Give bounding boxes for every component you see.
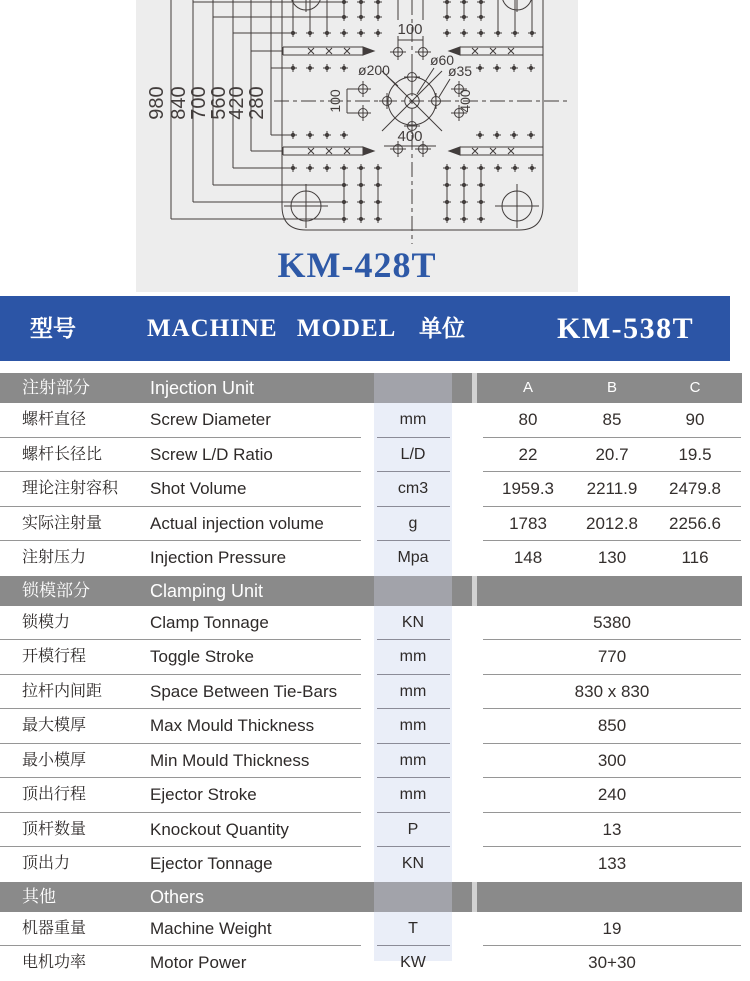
dim-label-100-left: 100: [327, 89, 343, 113]
bolt-dot: [342, 200, 346, 204]
dim-label-400-right: 400: [457, 89, 473, 113]
row-value: 13: [602, 819, 622, 839]
spec-row: [0, 847, 750, 882]
t-slot-arrow: [363, 147, 374, 155]
bar-gap-slot: [472, 576, 477, 606]
bolt-dot: [376, 166, 380, 170]
bolt-dot: [308, 133, 312, 137]
bolt-dot: [308, 166, 312, 170]
spec-row: [0, 438, 750, 473]
row-label-en: Ejector Stroke: [150, 785, 257, 804]
bolt-dot: [479, 200, 483, 204]
row-value: 116: [681, 548, 709, 567]
row-unit: g: [408, 514, 418, 532]
model-value: KM-538T: [557, 312, 695, 345]
unit-label-cn: 单位: [419, 316, 465, 341]
row-unit: mm: [399, 648, 427, 665]
t-slot-hatch: [508, 48, 514, 54]
bolt-dot: [462, 217, 466, 221]
row-label-cn: 顶杆数量: [22, 820, 87, 838]
row-unit: KN: [401, 855, 425, 872]
machine-model-label: MACHINE MODEL: [147, 315, 397, 342]
row-label-cn: 电机功率: [22, 954, 87, 971]
spec-row: [0, 507, 750, 542]
platen-drawing-panel: [136, 0, 578, 292]
section-title-cn: 锁模部分: [22, 580, 90, 600]
bolt-dot: [342, 31, 346, 35]
bolt-dot: [445, 166, 449, 170]
bolt-dot: [342, 217, 346, 221]
row-value: 2256.6: [669, 513, 721, 533]
bolt-dot: [529, 133, 533, 137]
t-slot-arrow: [449, 147, 460, 155]
spec-row: [0, 541, 750, 576]
section-title-en: Clamping Unit: [150, 580, 264, 601]
row-value: 5380: [593, 612, 631, 632]
t-slot-hatch: [326, 148, 332, 154]
bolt-dot: [462, 31, 466, 35]
row-label-cn: 开模行程: [22, 648, 87, 665]
bolt-dot: [478, 133, 482, 137]
row-label-en: Screw L/D Ratio: [150, 444, 273, 464]
bolt-dot: [325, 133, 329, 137]
row-label-en: Knockout Quantity: [150, 819, 289, 839]
drawing-model-title: KM-428T: [277, 245, 437, 285]
bar-unit-strip: [374, 373, 452, 403]
section-bar: [0, 373, 742, 403]
bar-gap-slot: [472, 882, 477, 912]
row-unit: T: [408, 919, 418, 937]
bolt-dot: [445, 0, 449, 4]
bolt-dot: [496, 166, 500, 170]
t-slot-hatch: [326, 48, 332, 54]
dimension-value-label: 420: [226, 86, 248, 120]
section-title-cn: 注射部分: [22, 378, 90, 397]
t-slot-hatch: [490, 148, 496, 154]
row-unit: mm: [399, 682, 427, 700]
bolt-dot: [462, 166, 466, 170]
row-value: 240: [597, 785, 627, 804]
bolt-dot: [359, 31, 363, 35]
bolt-dot: [359, 200, 363, 204]
bolt-dot: [291, 133, 295, 137]
dia-35-label: ø35: [447, 63, 473, 79]
t-slot-arrow: [363, 47, 374, 55]
bolt-dot: [325, 66, 329, 70]
spec-row: [0, 640, 750, 675]
bar-unit-strip: [374, 576, 452, 606]
row-label-en: Shot Volume: [150, 479, 247, 498]
spec-row: [0, 744, 750, 779]
bolt-dot: [479, 166, 483, 170]
row-label-cn: 最大模厚: [22, 717, 87, 734]
t-slot-hatch: [472, 148, 478, 154]
row-value: 2479.8: [669, 479, 721, 498]
bolt-dot: [512, 133, 516, 137]
bolt-dot: [462, 183, 466, 187]
bolt-dot: [479, 0, 483, 4]
row-unit: mm: [399, 717, 427, 734]
bolt-dot: [478, 66, 482, 70]
section-bar: [0, 576, 742, 606]
bolt-dot: [291, 66, 295, 70]
bolt-dot: [529, 66, 533, 70]
bolt-dot: [445, 183, 449, 187]
row-value: 85: [602, 410, 622, 429]
section-title-en: Others: [150, 886, 205, 907]
value-column-header: C: [689, 379, 701, 396]
row-label-en: Space Between Tie-Bars: [150, 681, 338, 701]
row-label-cn: 顶出力: [22, 855, 71, 872]
bolt-dot: [376, 217, 380, 221]
bolt-dot: [376, 31, 380, 35]
bolt-dot: [496, 31, 500, 35]
row-value: 133: [597, 854, 627, 873]
bolt-dot: [359, 166, 363, 170]
spec-row: [0, 606, 750, 641]
row-unit: mm: [399, 751, 427, 769]
bolt-dot: [445, 200, 449, 204]
row-label-en: Min Mould Thickness: [150, 750, 310, 770]
small-hole-cross: [355, 105, 371, 121]
row-label-en: Toggle Stroke: [150, 647, 254, 666]
value-column-header: B: [606, 379, 617, 396]
t-slot: [283, 147, 363, 155]
bolt-dot: [359, 15, 363, 19]
bolt-dot: [495, 133, 499, 137]
small-hole-cross: [390, 44, 406, 60]
row-value: 2211.9: [586, 479, 638, 498]
spec-row: [0, 946, 750, 981]
spec-row: [0, 778, 750, 813]
bolt-dot: [308, 31, 312, 35]
value-column-header: A: [522, 379, 533, 396]
row-value: 300: [597, 750, 627, 770]
bolt-dot: [479, 15, 483, 19]
row-unit: Mpa: [397, 549, 429, 566]
row-label-cn: 最小模厚: [22, 751, 87, 769]
small-hole-cross: [415, 44, 431, 60]
spec-row: [0, 675, 750, 710]
row-value: 22: [518, 444, 538, 464]
dim-label-400-bottom: 400: [397, 128, 423, 145]
row-value: 30+30: [588, 953, 636, 972]
bolt-dot: [530, 31, 534, 35]
model-header-bar: [0, 296, 730, 361]
row-unit: mm: [399, 786, 427, 803]
bolt-dot: [342, 66, 346, 70]
small-hole-cross: [355, 81, 371, 97]
t-slot-hatch: [508, 148, 514, 154]
bolt-dot: [462, 200, 466, 204]
dia-200-label: ø200: [358, 62, 390, 78]
bolt-dot: [376, 15, 380, 19]
bolt-dot: [445, 31, 449, 35]
row-value: 20.7: [595, 444, 629, 464]
dimension-value-label: 980: [146, 86, 168, 120]
dimension-value-label: 560: [208, 86, 230, 120]
bolt-dot: [445, 217, 449, 221]
t-slot-hatch: [344, 148, 350, 154]
row-label-cn: 螺杆直径: [22, 411, 87, 428]
row-value: 19.5: [678, 444, 712, 464]
row-value: 148: [513, 548, 543, 567]
bolt-dot: [342, 166, 346, 170]
dimension-value-label: 700: [188, 86, 210, 120]
row-label-cn: 拉杆内间距: [22, 682, 103, 700]
bolt-dot: [342, 183, 346, 187]
row-value: 2012.8: [586, 513, 638, 533]
t-slot-hatch: [490, 48, 496, 54]
row-label-en: Ejector Tonnage: [150, 854, 273, 873]
row-value: 1959.3: [502, 479, 554, 498]
bolt-dot: [325, 166, 329, 170]
bolt-dot: [342, 0, 346, 4]
bolt-dot: [462, 15, 466, 19]
row-unit: mm: [399, 411, 427, 428]
bolt-dot: [513, 31, 517, 35]
bolt-dot: [359, 0, 363, 4]
row-unit: KW: [400, 954, 426, 971]
bolt-dot: [342, 15, 346, 19]
t-slot-hatch: [308, 148, 314, 154]
type-label-cn: 型号: [30, 316, 76, 341]
bolt-dot: [376, 183, 380, 187]
row-value: 90: [685, 410, 705, 429]
bolt-dot: [376, 200, 380, 204]
row-label-cn: 注射压力: [22, 549, 87, 566]
row-label-en: Machine Weight: [150, 918, 272, 938]
row-value: 19: [602, 918, 622, 938]
row-label-en: Clamp Tonnage: [150, 612, 269, 632]
small-hole-cross: [404, 69, 420, 85]
bar-gap-slot: [472, 373, 477, 403]
t-slot: [283, 47, 363, 55]
small-hole-cross: [428, 93, 444, 109]
row-label-en: Motor Power: [150, 953, 247, 972]
row-label-cn: 理论注射容积: [22, 480, 119, 497]
row-label-en: Actual injection volume: [150, 513, 324, 533]
row-unit: P: [407, 820, 419, 838]
bolt-dot: [308, 66, 312, 70]
spec-table: [0, 373, 750, 981]
bolt-dot: [513, 166, 517, 170]
spec-row: [0, 472, 750, 507]
spec-row: [0, 709, 750, 744]
dimension-value-label: 840: [168, 86, 190, 120]
bolt-dot: [342, 133, 346, 137]
dimension-value-label: 280: [246, 86, 268, 120]
section-title-en: Injection Unit: [150, 378, 255, 398]
row-unit: cm3: [397, 480, 429, 497]
t-slot-hatch: [472, 48, 478, 54]
bolt-dot: [512, 66, 516, 70]
row-value: 830 x 830: [574, 681, 650, 701]
row-value: 850: [597, 716, 627, 735]
small-hole-cross: [379, 93, 395, 109]
platen-drawing: [136, 0, 578, 246]
t-slot-hatch: [308, 48, 314, 54]
row-label-en: Max Mould Thickness: [150, 716, 315, 735]
bolt-dot: [479, 217, 483, 221]
row-value: 130: [597, 548, 627, 567]
spec-row: [0, 912, 750, 947]
row-label-cn: 螺杆长径比: [22, 445, 103, 463]
bolt-dot: [479, 31, 483, 35]
bolt-dot: [495, 66, 499, 70]
row-label-cn: 实际注射量: [22, 514, 103, 532]
section-bar: [0, 882, 742, 912]
bolt-dot: [359, 183, 363, 187]
bolt-dot: [291, 166, 295, 170]
bolt-dot: [462, 0, 466, 4]
row-value: 80: [518, 410, 538, 429]
spec-row: [0, 813, 750, 848]
dim-label-100-top: 100: [397, 21, 423, 38]
row-value: 770: [597, 647, 627, 666]
row-label-cn: 机器重量: [22, 919, 87, 937]
section-title-cn: 其他: [22, 886, 56, 906]
row-label-cn: 锁模力: [22, 613, 71, 631]
bar-unit-strip: [374, 882, 452, 912]
spec-row: [0, 403, 750, 438]
bolt-dot: [530, 166, 534, 170]
bolt-dot: [325, 31, 329, 35]
t-slot-hatch: [344, 48, 350, 54]
bolt-dot: [445, 15, 449, 19]
row-unit: L/D: [400, 445, 426, 463]
bolt-dot: [359, 217, 363, 221]
bolt-dot: [376, 0, 380, 4]
bolt-dot: [291, 31, 295, 35]
row-unit: KN: [401, 613, 425, 631]
dia-60-label: ø60: [429, 52, 455, 68]
row-label-cn: 顶出行程: [22, 786, 87, 803]
row-label-en: Injection Pressure: [150, 548, 287, 567]
bolt-dot: [479, 183, 483, 187]
row-value: 1783: [509, 513, 547, 533]
row-label-en: Screw Diameter: [150, 410, 271, 429]
